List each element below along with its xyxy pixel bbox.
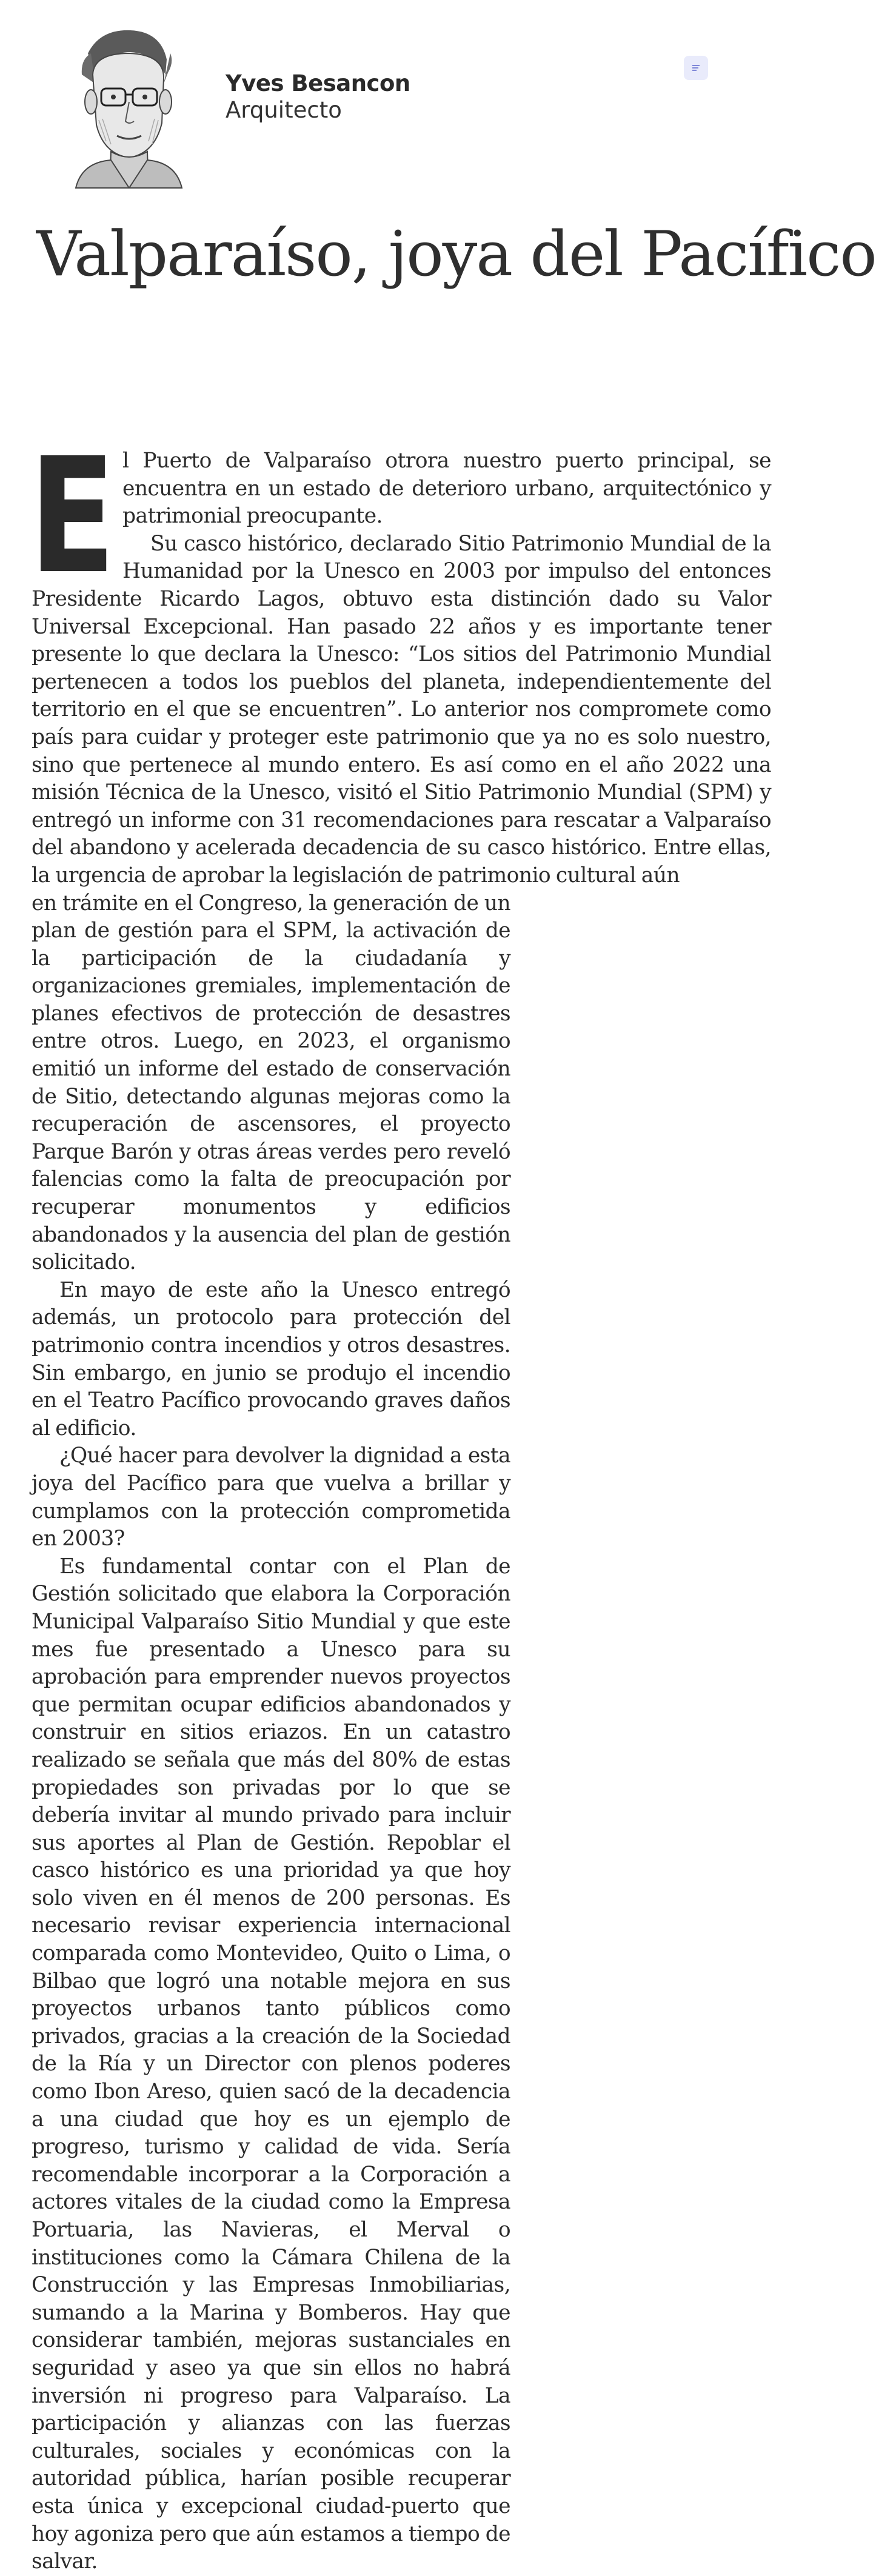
article-narrow-column [32, 890, 510, 2576]
paragraph-3: En mayo de este año la Unesco entregó además, un protocolo para protección del patrimonio contra incendios y otros desastres. Sin embargo, en junio se produjo el incendio en el Teatro Pacífico provocando graves daños al edificio. [32, 1277, 510, 1440]
author-name: Yves Besancon [226, 70, 410, 96]
drop-cap [29, 424, 115, 609]
paragraph-5: Es fundamental contar con el Plan de Gestión solicitado que elabora la Corporación Municipal Valparaíso Sitio Mundial y que este mes fue presentado a Unesco para su aprobación para emprender nuevos proyectos que permitan ocupar edificios abandonados y construir en sitios eriazos. En un catastro realizado se señala que más del 80% de estas propiedades son privadas por lo que se debería invitar al mundo privado para incluir sus aportes al Plan de Gestión. Repoblar el casco histórico es una prioridad ya que hoy solo viven en él menos de 200 personas. Es necesario revisar experiencia internacional comparada como Montevideo, Quito o Lima, o Bilbao que logró una notable mejora en sus proyectos urbanos tanto públicos como privados, gracias a la creación de la Sociedad de la Ría y un Director con plenos poderes como Ibon Areso, quien sacó de la decadencia a una ciudad que hoy es un ejemplo de progreso, turismo y calidad de vida. Sería recomendable incorporar a la Corporación a actores vitales de la ciudad como la Empresa Portuaria, las Navieras, el Merval o instituciones como la Cámara Chilena de la Construcción y las Empresas Inmobiliarias, sumando a la Marina y Bomberos. Hay que considerar también, mejoras sustanciales en seguridad y aseo ya que sin ellos no habrá inversión ni progreso para Valparaíso. La participación y alianzas con las fuerzas culturales, sociales y económicas con la autoridad pública, harían posible recuperar esta única y excepcional ciudad-puerto que hoy agoniza pero que aún estamos a tiempo de salvar. [32, 1554, 510, 2574]
menu-lines-icon [692, 64, 700, 72]
author-info [226, 70, 410, 124]
author-role: Arquitecto [226, 97, 342, 123]
author-portrait-icon [64, 17, 182, 188]
paragraph-2-continued: en trámite en el Congreso, la generación de un plan de gestión para el SPM, la activación de la participación de la ciudadanía y organizaciones gremiales, implementación de planes efectivos de protección de desastres entre otros. Luego, en 2023, el organismo emitió un informe del estado de conservación de Sitio, detectando algunas mejoras como la recuperación de ascensores, el proyecto Parque Barón y otras áreas verdes pero reveló falencias como la falta de preocupación por recuperar monumentos y edificios abandonados y la ausencia del plan de gestión solicitado. [32, 891, 510, 1275]
menu-button[interactable] [684, 56, 708, 80]
author-portrait [64, 17, 182, 188]
paragraph-1: l Puerto de Valparaíso otrora nuestro puerto principal, se encuentra en un estado de deterioro urbano, arquitectónico y patrimonial preocupante. [122, 449, 771, 529]
paragraph-2: Su casco histórico, declarado Sitio Patrimonio Mundial de la Humanidad por la Unesco en 2003 por impulso del entonces Presidente Ricardo Lagos, obtuvo esta distinción dado su Valor Universal Excepcional. Han pasado 22 años y es importante tener presente lo que declara la Unesco: “Los sitios del Patrimonio Mundial pertenecen a todos los pueblos del planeta, independientemente del territorio en el que se encuentren”. Lo anterior nos compromete como país para cuidar y proteger este patrimonio que ya no es solo nuestro, sino que pertenece al mundo entero. Es así como en el año 2022 una misión Técnica de la Unesco, visitó el Sitio Patrimonio Mundial (SPM) y entregó un informe con 31 recomendaciones para rescatar a Valparaíso del abandono y acelerada decadencia de su casco histórico. Entre ellas, la urgencia de aprobar la legislación de patrimonio cultural aún [32, 531, 771, 888]
article-body [29, 424, 771, 2576]
page-title: Valparaíso, joya del Pacífico [36, 218, 876, 290]
paragraph-4: ¿Qué hacer para devolver la dignidad a esta joya del Pacífico para que vuelva a brillar y cumplamos con la protección comprometida en 2003? [32, 1444, 510, 1551]
drop-cap-letter: E [29, 424, 115, 609]
